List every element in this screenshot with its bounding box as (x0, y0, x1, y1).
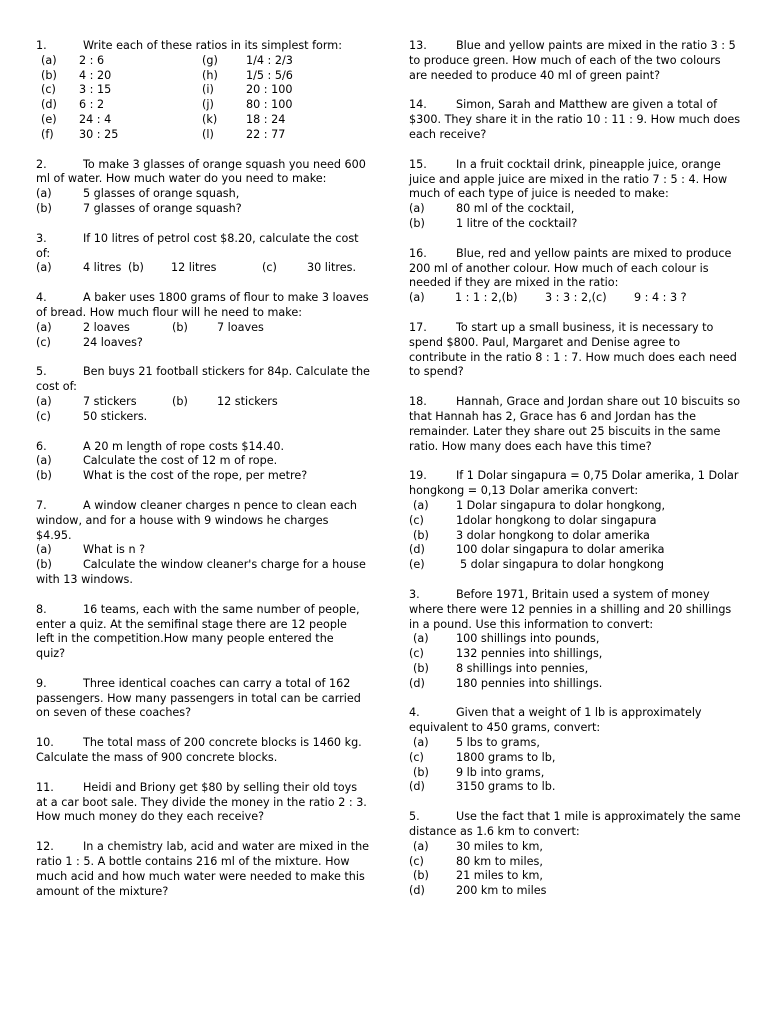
option-item: (b) 3 dolar hongkong to dolar amerika (413, 528, 650, 542)
question-14 (409, 98, 741, 142)
question-money-3 (409, 588, 737, 692)
question-number: 17. (409, 320, 427, 334)
question-text: to produce green. How much of each of the two colours (409, 53, 721, 67)
option-b: (b) What is the cost of the rope, per metre? (36, 469, 308, 483)
question-text: much acid and how much water were needed to make this (36, 869, 365, 883)
question-2 (36, 158, 366, 217)
question-text: If 1 Dolar singapura = 0,75 Dolar amerika, 1 Dolar (456, 469, 739, 483)
question-11 (36, 781, 366, 825)
question-distance-5 (409, 810, 741, 899)
question-13 (409, 39, 737, 83)
option-b: (b) Calculate the window cleaner's charge for a house (36, 558, 366, 572)
question-number: 6. (36, 439, 47, 453)
option-item: (d) 180 pennies into shillings. (409, 676, 603, 690)
option-item: (c) 132 pennies into shillings, (409, 647, 603, 661)
question-number: 5. (409, 810, 420, 824)
question-number: 18. (409, 395, 427, 409)
question-number: 16. (409, 246, 427, 260)
option-item: (c) 1800 grams to lb, (409, 750, 556, 764)
question-number: 7. (36, 498, 47, 512)
question-text: Three identical coaches can carry a total of 162 (83, 676, 351, 690)
ratio-row: (e) 24 : 4 (k) 18 : 24 (41, 112, 286, 126)
question-number: 11. (36, 780, 54, 794)
question-text: To make 3 glasses of orange squash you need 600 (83, 157, 366, 171)
question-text: A 20 m length of rope costs $14.40. (83, 439, 285, 453)
option-item: (c) 1dolar hongkong to dolar singapura (409, 513, 657, 527)
question-12 (36, 840, 370, 899)
question-number: 13. (409, 39, 427, 52)
question-15 (409, 158, 737, 232)
ratio-row: (c) 3 : 15 (i) 20 : 100 (41, 83, 293, 97)
question-8 (36, 603, 366, 662)
question-text: A window cleaner charges n pence to clean each (83, 498, 357, 512)
option-item: (b) 9 lb into grams, (413, 765, 545, 779)
option-b-continued: with 13 windows. (36, 572, 133, 586)
question-4 (36, 291, 369, 350)
question-text: quiz? (36, 647, 66, 661)
question-text: juice and apple juice are mixed in the ratio 7 : 5 : 4. How (409, 172, 728, 186)
question-text: distance as 1.6 km to convert: (409, 825, 580, 839)
question-5 (36, 365, 370, 424)
question-text: Before 1971, Britain used a system of money (456, 587, 710, 601)
options-row: (a) 7 stickers (b) 12 stickers (36, 394, 278, 408)
question-text: that Hannah has 2, Grace has 6 and Jordan has the (409, 409, 696, 423)
question-number: 1. (36, 39, 47, 52)
question-number: 19. (409, 469, 427, 483)
question-text: If 10 litres of petrol cost $8.20, calculate the cost (83, 231, 359, 245)
option-c: (c) 24 loaves? (36, 335, 143, 349)
question-text: each receive? (409, 127, 487, 141)
question-text: amount of the mixture? (36, 884, 169, 898)
question-number: 12. (36, 840, 54, 854)
question-text: where there were 12 pennies in a shilling and 20 shillings (409, 602, 732, 616)
question-number: 3. (409, 587, 420, 601)
question-number: 3. (36, 231, 47, 245)
options-row: (a) 2 loaves (b) 7 loaves (36, 320, 264, 334)
question-text: to spend? (409, 365, 464, 379)
option-item: (b) 21 miles to km, (413, 869, 543, 883)
option-a: (a) 5 glasses of orange squash, (36, 187, 240, 201)
option-a: (a) 80 ml of the cocktail, (409, 202, 575, 216)
question-text: of bread. How much flour will he need to make: (36, 305, 302, 319)
question-text: at a car boot sale. They divide the money in the ratio 2 : 3. (36, 795, 367, 809)
option-item: (d) 100 dolar singapura to dolar amerika (409, 543, 665, 557)
question-number: 9. (36, 676, 47, 690)
question-19 (409, 469, 737, 573)
question-text: How much money do they each receive? (36, 810, 265, 824)
question-number: 8. (36, 602, 47, 616)
option-item: (a) 100 shillings into pounds, (413, 632, 600, 646)
question-text: on seven of these coaches? (36, 706, 192, 720)
question-text: ml of water. How much water do you need to make: (36, 172, 327, 186)
option-item: (a) 30 miles to km, (413, 839, 543, 853)
question-text: spend $800. Paul, Margaret and Denise agree to (409, 335, 681, 349)
question-text: Hannah, Grace and Jordan share out 10 biscuits so (456, 395, 741, 409)
ratio-row: (a) 2 : 6 (g) 1/4 : 2/3 (41, 53, 293, 67)
question-number: 14. (409, 98, 427, 112)
options-row: (a) 1 : 1 : 2,(b) 3 : 3 : 2,(c) 9 : 4 : 3 ? (409, 291, 687, 305)
option-a: (a) What is n ? (36, 543, 146, 557)
option-item: (b) 8 shillings into pennies, (413, 661, 589, 675)
question-text: Blue, red and yellow paints are mixed to produce (456, 246, 732, 260)
options-row: (a) 4 litres (b) 12 litres (c) 30 litres. (36, 261, 357, 275)
option-b: (b) 7 glasses of orange squash? (36, 201, 242, 215)
question-text: Heidi and Briony get $80 by selling their old toys (83, 780, 358, 794)
question-6 (36, 440, 366, 484)
question-text: Blue and yellow paints are mixed in the ratio 3 : 5 (456, 39, 736, 52)
question-number: 10. (36, 736, 54, 750)
option-item: (e) 5 dolar singapura to dolar hongkong (409, 558, 665, 572)
option-item: (c) 80 km to miles, (409, 854, 543, 868)
question-text: hongkong = 0,13 Dolar amerika convert: (409, 484, 639, 498)
option-b: (b) 1 litre of the cocktail? (409, 216, 578, 230)
question-text: Given that a weight of 1 lb is approximately (456, 706, 702, 720)
question-16 (409, 247, 737, 306)
question-number: 4. (36, 291, 47, 305)
option-a: (a) Calculate the cost of 12 m of rope. (36, 454, 278, 468)
question-10 (36, 736, 366, 766)
question-text: in a pound. Use this information to convert: (409, 617, 654, 631)
question-text: 16 teams, each with the same number of people, (83, 602, 360, 616)
question-text: are needed to produce 40 ml of green paint? (409, 68, 661, 82)
question-number: 4. (409, 706, 420, 720)
question-text: 200 ml of another colour. How much of each colour is (409, 261, 709, 275)
question-text: needed if they are mixed in the ratio: (409, 276, 619, 290)
option-item: (a) 1 Dolar singapura to dolar hongkong, (413, 498, 666, 512)
question-text: cost of: (36, 380, 77, 394)
question-text: Ben buys 21 football stickers for 84p. Calculate the (83, 365, 370, 379)
option-item: (d) 200 km to miles (409, 884, 547, 898)
question-text: Calculate the mass of 900 concrete blocks. (36, 751, 278, 765)
question-text: enter a quiz. At the semifinal stage there are 12 people (36, 617, 347, 631)
question-text: The total mass of 200 concrete blocks is 1460 kg. (83, 736, 362, 750)
question-17 (409, 321, 737, 380)
option-item: (a) 5 lbs to grams, (413, 736, 540, 750)
ratio-row: (b) 4 : 20 (h) 1/5 : 5/6 (41, 68, 293, 82)
question-text: ratio. How many does each have this time? (409, 439, 652, 453)
ratio-row: (d) 6 : 2 (j) 80 : 100 (41, 98, 293, 112)
option-c: (c) 50 stickers. (36, 409, 148, 423)
question-text: remainder. Later they share out 25 biscuits in the same (409, 424, 721, 438)
question-text: left in the competition.How many people entered the (36, 632, 334, 646)
question-text: equivalent to 450 grams, convert: (409, 721, 601, 735)
question-number: 15. (409, 157, 427, 171)
question-weight-4 (409, 706, 737, 795)
question-text: In a chemistry lab, acid and water are mixed in the (83, 840, 370, 854)
question-text: Simon, Sarah and Matthew are given a total of (456, 98, 718, 112)
question-18 (409, 395, 741, 454)
question-text: Use the fact that 1 mile is approximately the same (456, 810, 741, 824)
question-number: 5. (36, 365, 47, 379)
question-text: much of each type of juice is needed to make: (409, 187, 669, 201)
left-column (36, 39, 370, 914)
question-text: To start up a small business, it is necessary to (456, 320, 714, 334)
question-text: passengers. How many passengers in total can be carried (36, 691, 361, 705)
question-text: window, and for a house with 9 windows he charges (36, 513, 329, 527)
question-text: $4.95. (36, 528, 72, 542)
question-3 (36, 232, 366, 276)
question-text: A baker uses 1800 grams of flour to make 3 loaves (83, 291, 369, 305)
question-7 (36, 499, 366, 588)
question-text: contribute in the ratio 8 : 1 : 7. How much does each need (409, 350, 737, 364)
question-1 (36, 39, 366, 143)
question-text: Write each of these ratios in its simplest form: (83, 39, 342, 52)
option-item: (d) 3150 grams to lb. (409, 780, 556, 794)
ratio-row: (f) 30 : 25 (l) 22 : 77 (41, 127, 286, 141)
right-column (409, 39, 741, 914)
question-text: $300. They share it in the ratio 10 : 11 : 9. How much does (409, 113, 741, 127)
question-9 (36, 677, 366, 721)
question-text: of: (36, 246, 51, 260)
question-text: In a fruit cocktail drink, pineapple juice, orange (456, 157, 721, 171)
question-number: 2. (36, 157, 47, 171)
question-text: ratio 1 : 5. A bottle contains 216 ml of the mixture. How (36, 855, 350, 869)
